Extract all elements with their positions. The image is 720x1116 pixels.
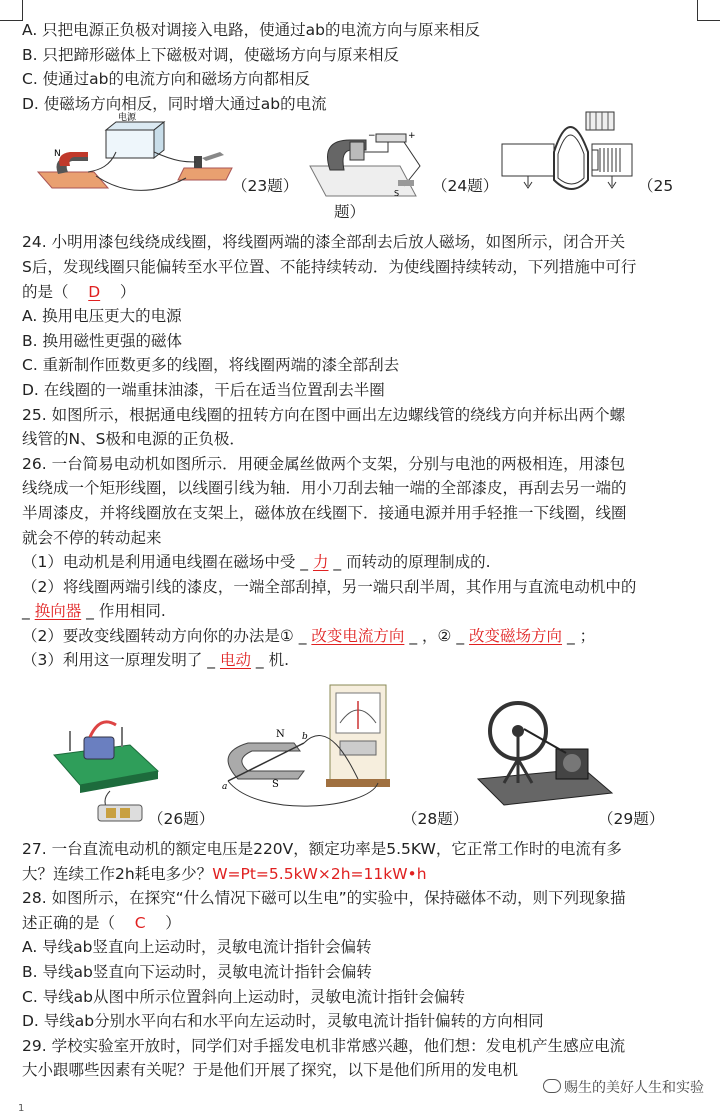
q27-line2 <box>22 862 690 887</box>
q26-part3: （2）要改变线圈转动方向你的办法是① _ 改变电流方向 _ ，② _ 改变磁场方向 _ ； <box>22 626 596 645</box>
q26-part2-cont: _ 换向器 _ 作用相同. <box>22 602 166 621</box>
fig24-label-s: S <box>394 189 400 199</box>
q26-part1-suffix: 而转动的原理制成的. <box>346 553 491 572</box>
q23-option-b: B. 只把蹄形磁体上下磁极对调，使磁场方向与原来相反 <box>22 45 399 64</box>
q26-part4: （3）利用这一原理发明了 _ 电动 _ 机. <box>22 651 290 670</box>
q23-option-d: D. 使磁场方向相反，同时增大通过ab的电流 <box>22 94 327 113</box>
q28-line1: 28. 如图所示，在探究“什么情况下磁可以生电”的实验中，保持磁体不动，则下列现象描 <box>22 889 626 908</box>
q26-part1-prefix: （1）电动机是利用通电线圈在磁场中受 <box>22 553 296 572</box>
caption-26: （26题） <box>148 810 215 829</box>
q24-stem-line1: 24. 小明用漆包线绕成线圈，将线圈两端的漆全部刮去后放人磁场，如图所示，闭合开关 <box>22 233 626 252</box>
caption-25-part2: 题） <box>334 203 366 222</box>
document-page <box>22 18 690 1083</box>
watermark-tail-text: 和实验 <box>662 1080 704 1096</box>
q27-answer: W=Pt=5.5kW×2h=11kW•h <box>212 864 427 883</box>
q28-answer: C <box>134 913 146 932</box>
q26-part4-prefix: （3）利用这一原理发明了 <box>22 651 203 670</box>
figure-23 <box>36 113 236 202</box>
svg-text:−: − <box>368 131 376 142</box>
watermark-text: 赐生的美好人生 <box>564 1080 662 1096</box>
q24-answer: D <box>88 282 101 301</box>
figure-29 <box>474 697 614 817</box>
q26-part3-prefix: （2）要改变线圈转动方向你的办法是① <box>22 626 294 645</box>
q24-stem-line2: S后，发现线圈只能偏转至水平位置、不能持续转动．为使线圈持续转动，下列措施中可行 <box>22 257 637 276</box>
q28-option-d: D. 导线ab分别水平向右和水平向左运动时，灵敏电流计指针偏转的方向相同 <box>22 1012 544 1031</box>
q23-option-c: C. 使通过ab的电流方向和磁场方向都相反 <box>22 70 311 89</box>
caption-29: （29题） <box>598 810 665 829</box>
q26-line3: 半周漆皮，并将线圈放在支架上，磁体放在线圈下．接通电源并用手轻推一下线圈，线圈 <box>22 503 627 522</box>
q26-part3-answer1: 改变电流方向 <box>311 626 405 645</box>
caption-23: （23题） <box>232 177 299 196</box>
wechat-icon <box>543 1079 561 1093</box>
figure-24 <box>304 126 434 200</box>
q26-line2: 线绕成一个矩形线圈，以线圈引线为轴．用小刀刮去轴一端的全部漆皮，再刮去另一端的 <box>22 479 627 498</box>
q27-line2-prefix: 大？连续工作2h耗电多少？ <box>22 864 213 883</box>
q26-part2-suffix: 作用相同. <box>98 602 166 621</box>
crop-mark-right <box>697 0 720 21</box>
q24-option-c: C. 重新制作匝数更多的线圈，将线圈两端的漆全部刮去 <box>22 356 400 375</box>
fig28-label-b: b <box>302 732 308 743</box>
q26-part2-prefix: （2）将线圈两端引线的漆皮，一端全部刮掉，另一端只刮半周，其作用与直流电动机中的 <box>22 577 637 596</box>
page-number: 1 <box>18 1103 25 1114</box>
figure-row-26-29 <box>22 687 690 837</box>
q26-part3-suffix: ； <box>579 626 596 645</box>
caption-25-part1: （25 <box>638 177 674 196</box>
q26-part1: （1）电动机是利用通电线圈在磁场中受 _ 力 _ 而转动的原理制成的. <box>22 553 491 572</box>
q29-line1: 29. 学校实验室开放时，同学们对手摇发电机非常感兴趣，他们想：发电机产生感应电流 <box>22 1036 626 1055</box>
figure-26 <box>50 707 162 825</box>
q23-option-a: A. 只把电源正负极对调接入电路，使通过ab的电流方向与原来相反 <box>22 21 481 39</box>
watermark <box>543 1077 704 1097</box>
q28-option-a: A. 导线ab竖直向上运动时，灵敏电流计指针会偏转 <box>22 938 372 957</box>
fig28-label-a: a <box>222 782 228 793</box>
q29-line2: 大小跟哪些因素有关呢？于是他们开展了探究，以下是他们所用的发电机 <box>22 1061 519 1080</box>
q26-part4-suffix: 机. <box>268 651 290 670</box>
caption-28: （28题） <box>402 810 469 829</box>
q28-option-c: C. 导线ab从图中所示位置斜向上运动时，灵敏电流计指针会偏转 <box>22 987 466 1006</box>
svg-text:+: + <box>408 131 416 142</box>
figure-25 <box>500 108 640 200</box>
figure-row-23-25 <box>22 113 690 222</box>
q24-stem-line3 <box>22 280 690 305</box>
fig28-label-s: S <box>272 779 279 791</box>
fig28-label-n: N <box>276 729 285 741</box>
q24-option-a: A. 换用电压更大的电源 <box>22 307 182 326</box>
q25-line2: 线管的N、S极和电源的正负极． <box>22 430 245 449</box>
q26-part3-answer2: 改变磁场方向 <box>469 626 563 645</box>
q26-part2 <box>22 575 690 600</box>
q28-line2-prefix: 述正确的是（ <box>22 913 116 932</box>
q26-part1-answer: 力 <box>312 553 329 572</box>
fig23-label-n: N <box>54 149 61 160</box>
q24-option-b: B. 换用磁性更强的磁体 <box>22 331 182 350</box>
q26-part4-answer: 电动 <box>219 651 251 670</box>
caption-24: （24题） <box>432 177 499 196</box>
q26-part2-answer: 换向器 <box>34 602 82 621</box>
fig23-label-power: 电源 <box>118 113 137 124</box>
q26-part3-middle: ，② <box>422 626 452 645</box>
figure-28 <box>218 679 418 829</box>
q28-line2-suffix: ） <box>165 913 181 932</box>
q28-option-b: B. 导线ab竖直向下运动时，灵敏电流计指针会偏转 <box>22 963 372 982</box>
q24-option-d: D. 在线圈的一端重抹油漆，干后在适当位置刮去半圈 <box>22 380 385 399</box>
q24-stem-suffix: ） <box>119 282 136 301</box>
q27-line1: 27. 一台直流电动机的额定电压是220V，额定功率是5.5KW，它正常工作时的电流有多 <box>22 840 622 859</box>
q25-line1: 25. 如图所示，根据通电线圈的扭转方向在图中画出左边螺线管的绕线方向并标出两个螺 <box>22 405 626 424</box>
q24-stem-prefix: 的是（ <box>22 282 69 301</box>
crop-mark-left <box>0 0 23 21</box>
q26-line1: 26. 一台简易电动机如图所示．用硬金属丝做两个支架，分别与电池的两极相连，用漆包 <box>22 454 626 473</box>
q26-line4: 就会不停的转动起来 <box>22 528 162 547</box>
q28-line2 <box>22 911 690 936</box>
